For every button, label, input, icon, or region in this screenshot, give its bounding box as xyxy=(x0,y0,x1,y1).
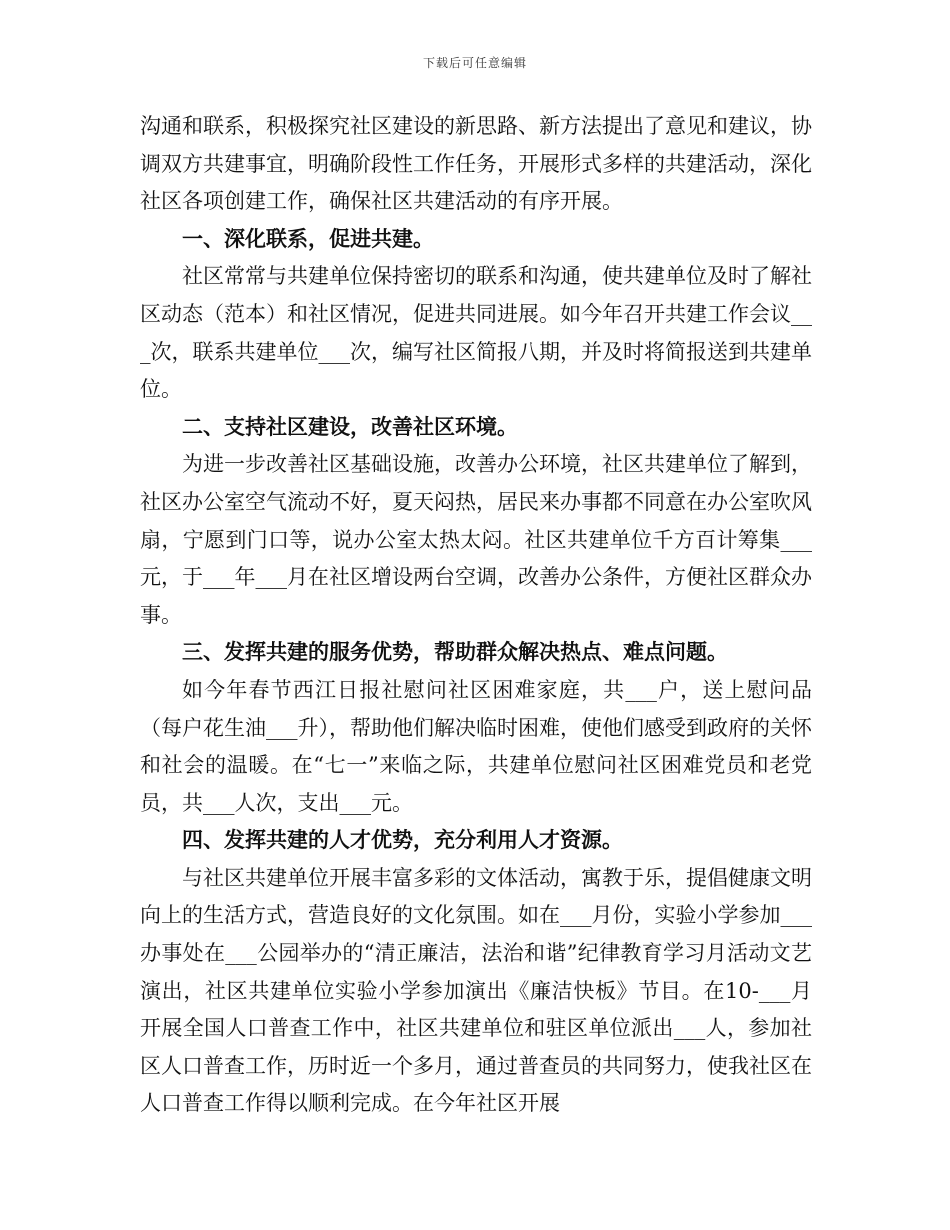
section-heading-3: 三、发挥共建的服务优势，帮助群众解决热点、难点问题。 xyxy=(182,640,728,665)
section-heading-2: 二、支持社区建设，改善社区环境。 xyxy=(182,414,518,439)
document-body xyxy=(140,108,812,1123)
paragraph-section-1: 社区常常与共建单位保持密切的联系和沟通，使共建单位及时了解社区动态（范本）和社区情况，促进共同进展。如今年召开共建工作会议___次，联系共建单位___次，编写社区简报八期，并及时将简报送到共建单位。 xyxy=(140,264,812,402)
section-heading-1: 一、深化联系，促进共建。 xyxy=(182,226,434,251)
section-heading-4: 四、发挥共建的人才优势，充分利用人才资源。 xyxy=(182,828,623,853)
page-header: 下载后可任意编辑 xyxy=(422,56,527,70)
paragraph-section-2: 为进一步改善社区基础设施，改善办公环境，社区共建单位了解到，社区办公室空气流动不好，夏天闷热，居民来办事都不同意在办公室吹风扇，宁愿到门口等，说办公室太热太闷。社区共建单位千方百计筹集___元，于___年___月在社区增设两台空调，改善办公条件，方便社区群众办事。 xyxy=(140,452,812,627)
paragraph-intro: 沟通和联系，积极探究社区建设的新思路、新方法提出了意见和建议，协调双方共建事宜，明确阶段性工作任务，开展形式多样的共建活动，深化社区各项创建工作，确保社区共建活动的有序开展。 xyxy=(140,114,812,214)
paragraph-section-4: 与社区共建单位开展丰富多彩的文体活动，寓教于乐，提倡健康文明向上的生活方式，营造良好的文化氛围。如在___月份，实验小学参加___办事处在___公园举办的“清正廉洁，法治和谐”纪律教育学习月活动文艺演出，社区共建单位实验小学参加演出《廉洁快板》节目。在10-___月开展全国人口普查工作中，社区共建单位和驻区单位派出___人，参加社区人口普查工作，历时近一个多月，通过普查员的共同努力，使我社区在人口普查工作得以顺利完成。在今年社区开展 xyxy=(140,865,812,1116)
paragraph-section-3: 如今年春节西江日报社慰问社区困难家庭，共___户，送上慰问品（每户花生油___升），帮助他们解决临时困难，使他们感受到政府的关怀和社会的温暖。在“七一”来临之际，共建单位慰问社区困难党员和老党员，共___人次，支出___元。 xyxy=(140,677,812,815)
